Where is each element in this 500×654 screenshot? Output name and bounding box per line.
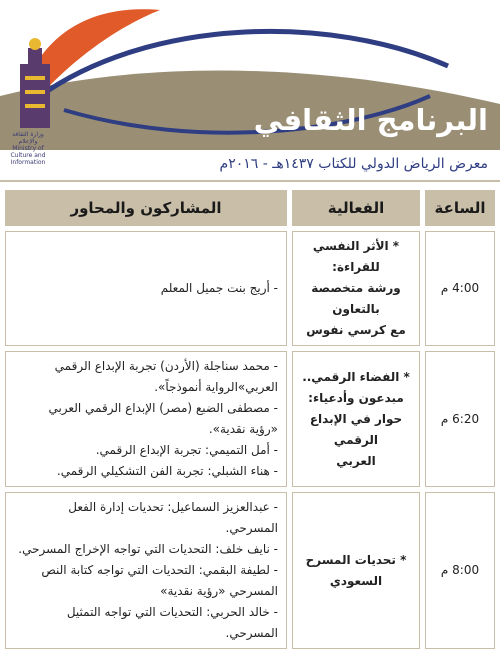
event-line: مع كرسي نفوس bbox=[306, 323, 406, 337]
participant-line: المسرحي «رؤية نقدية» bbox=[160, 584, 278, 598]
participant-line: - نايف خلف: التحديات التي تواجه الإخراج المسرحي. bbox=[18, 542, 278, 556]
event-line: العربي bbox=[336, 453, 376, 468]
ministry-name-en: Ministry of Culture and Information bbox=[10, 145, 46, 166]
participant-line: - أريج بنت جميل المعلم bbox=[160, 281, 278, 295]
table-header-row bbox=[5, 190, 495, 226]
time-cell: 4:00 م bbox=[425, 231, 495, 346]
event-line: * الأثر النفسي للقراءة: bbox=[312, 239, 400, 274]
participants-cell bbox=[5, 492, 287, 649]
participant-line: - مصطفى الضبع (مصر) الإبداع الرقمي العربي bbox=[48, 401, 278, 415]
event-line: ورشة متخصصة بالتعاون bbox=[311, 281, 401, 316]
event-line: * تحديات المسرح bbox=[305, 552, 407, 567]
time-cell: 6:20 م bbox=[425, 351, 495, 487]
time-cell: 8:00 م bbox=[425, 492, 495, 649]
event-line: * الفضاء الرقمي.. bbox=[302, 369, 410, 384]
schedule-table bbox=[0, 185, 500, 654]
event-line: حوار في الإبداع الرقمي bbox=[309, 411, 403, 447]
col-header-time: الساعة bbox=[425, 190, 495, 226]
participants-cell bbox=[5, 231, 287, 346]
event-cell bbox=[292, 351, 420, 487]
participant-line: - لطيفة البقمي: التحديات التي تواجه كتابة النص bbox=[41, 563, 278, 577]
participant-line: - عبدالعزيز السماعيل: تحديات إدارة الفعل المسرحي. bbox=[68, 500, 278, 535]
col-header-participants: المشاركون والمحاور bbox=[5, 190, 287, 226]
participant-line: «رؤية نقدية». bbox=[208, 422, 278, 436]
participant-line: العربي»الرواية أنموذجاً». bbox=[154, 380, 278, 394]
event-line: السعودي bbox=[329, 573, 383, 588]
ministry-name-ar: وزارة الثقافة والإعلام bbox=[12, 131, 44, 145]
page-subtitle: معرض الرياض الدولي للكتاب ١٤٣٧هـ - ٢٠١٦م bbox=[219, 156, 488, 172]
header-divider bbox=[0, 180, 500, 182]
table-row bbox=[5, 492, 495, 649]
col-header-event: الفعالية bbox=[292, 190, 420, 226]
event-cell bbox=[292, 492, 420, 649]
table-row bbox=[5, 231, 495, 346]
program-header bbox=[0, 0, 500, 182]
participant-line: - هناء الشبلي: تجربة الفن التشكيلي الرقمي. bbox=[56, 464, 278, 478]
table-row bbox=[5, 351, 495, 487]
event-line: مبدعون وأدعياء: bbox=[308, 390, 404, 405]
ministry-label bbox=[2, 131, 54, 166]
participant-line: - محمد سناجلة (الأردن) تجربة الإبداع الرقمي bbox=[54, 359, 278, 373]
participant-line: - خالد الحربي: التحديات التي تواجه التمثيل المسرحي. bbox=[66, 605, 278, 640]
participants-cell bbox=[5, 351, 287, 487]
page-title: البرنامج الثقافي bbox=[253, 103, 488, 137]
participant-line: - أمل التميمي: تجربة الإبداع الرقمي. bbox=[95, 443, 278, 457]
event-cell bbox=[292, 231, 420, 346]
